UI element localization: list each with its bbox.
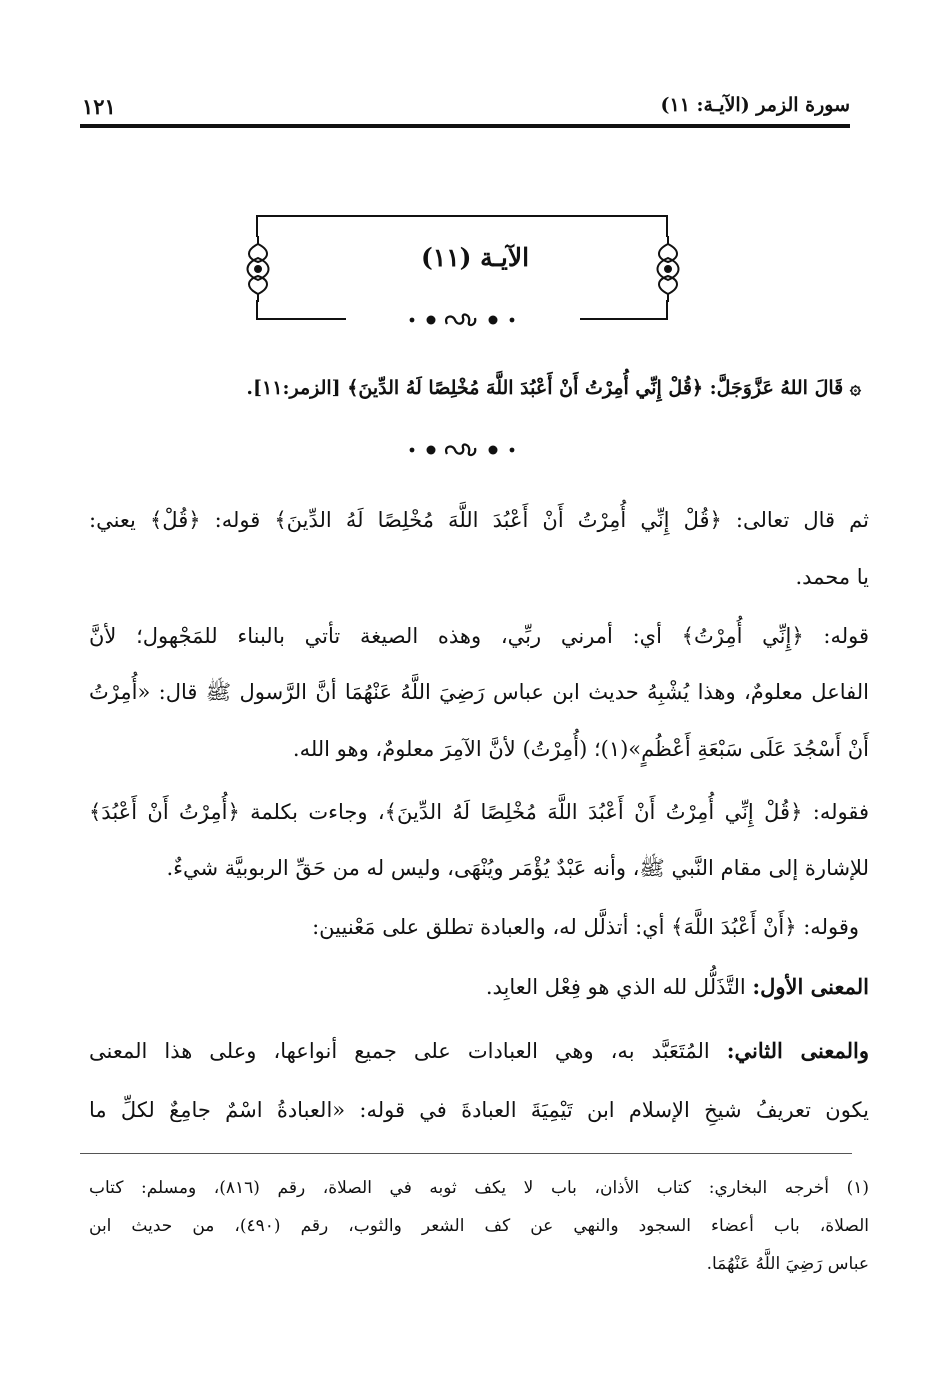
footnote-rule [80,1153,852,1154]
second-meaning-line [89,1035,869,1067]
frame-left-upper-line [256,215,258,237]
running-header: سورة الزمر (الآيـة: ١١) [660,94,850,116]
body-line: فقوله: ﴿قُلْ إِنِّي أُمِرْتُ أَنْ أَعْبُدَ اللَّهَ مُخْلِصًا لَهُ الدِّينَ﴾، وجاءت بكلمة ﴿أُمِرْتُ أَنْ أَعْبُدَ﴾ [89,800,869,824]
second-meaning-text: المُتَعَبَّد به، وهي العبادات على جميع أنواعها، وعلى هذا المعنى [89,1039,710,1063]
body-line: ثم قال تعالى: ﴿قُلْ إِنِّي أُمِرْتُ أَنْ أَعْبُدَ اللَّهَ مُخْلِصًا لَهُ الدِّينَ﴾ قوله: ﴿قُلْ﴾ يعني: [89,508,869,532]
body-line: أَنْ أَسْجُدَ عَلَى سَبْعَةِ أَعْظُمٍ»(١)؛ (أُمِرْتُ) لأنَّ الآمِرَ معلومٌ، وهو الله. [292,737,869,761]
frame-top-left-line [256,215,668,217]
body-line: يكون تعريفُ شيخِ الإسلام ابن تَيْمِيَةَ العبادةَ في قوله: «العبادةُ اسْمٌ جامِعٌ لكلِّ ما [89,1098,869,1122]
body-line: وقوله: ﴿أَنْ أَعْبُدَ اللَّهَ﴾ أي: أتذلَّل له، والعبادة تطلق على مَعْنيين: [312,915,859,939]
frame-bottom-left-line [256,318,346,320]
divider-ornament-icon [403,310,523,330]
first-meaning-label: المعنى الأول: [752,974,869,999]
footnote-line: عباس رَضِيَ اللَّهُ عَنْهُمَا. [706,1254,869,1274]
frame-bottom-right-line [580,318,668,320]
body-line: يا محمد. [795,565,869,589]
left-knot-ornament-icon [244,236,272,302]
first-meaning-text: التَّذَلُّل لله الذي هو فِعْل العابِد. [485,975,746,999]
body-line: للإشارة إلى مقام النَّبي ﷺ، وأنه عَبْدٌ يُؤْمَر ويُنْهَى، وليس له من حَقِّ الربوبيَّة شيءٌ. [166,856,869,880]
frame-right-lower-line [666,300,668,320]
quran-verse-line: ۞ قَالَ اللهُ عَزَّوَجَلَّ: ﴿قُلْ إِنِّي أُمِرْتُ أَنْ أَعْبُدَ اللَّهَ مُخْلِصًا لَهُ الدِّينَ﴾ [الزمر:١١]. [246,377,861,399]
right-knot-ornament-icon [654,236,682,302]
frame-left-lower-line [256,300,258,320]
body-line: الفاعل معلومٌ، وهذا يُشْبِهُ حديث ابن عباس رَضِيَ اللَّهُ عَنْهُمَا أنَّ الرَّسول ﷺ قال: «أُمِرْتُ [89,680,869,704]
verse-heading: الآيـة (١١) [420,243,530,272]
frame-right-upper-line [666,215,668,237]
page-number: ١٢١ [82,94,116,119]
body-line: قوله: ﴿إِنِّي أُمِرْتُ﴾ أي: أمرني ربِّي، وهذه الصيغة تأتي بالبناء للمَجْهول؛ لأنَّ [89,624,869,648]
first-meaning-line [89,971,869,1003]
footnote-line: (١) أخرجه البخاري: كتاب الأذان، باب لا يكف ثوبه في الصلاة، رقم (٨١٦)، ومسلم: كتاب [89,1178,870,1198]
divider-ornament-icon-2 [403,440,523,460]
second-meaning-label: والمعنى الثاني: [726,1038,869,1063]
header-rule [80,124,850,128]
footnote-line: الصلاة، باب أعضاء السجود والنهي عن كف الشعر والثوب، رقم (٤٩٠)، من حديث ابن [89,1216,869,1236]
